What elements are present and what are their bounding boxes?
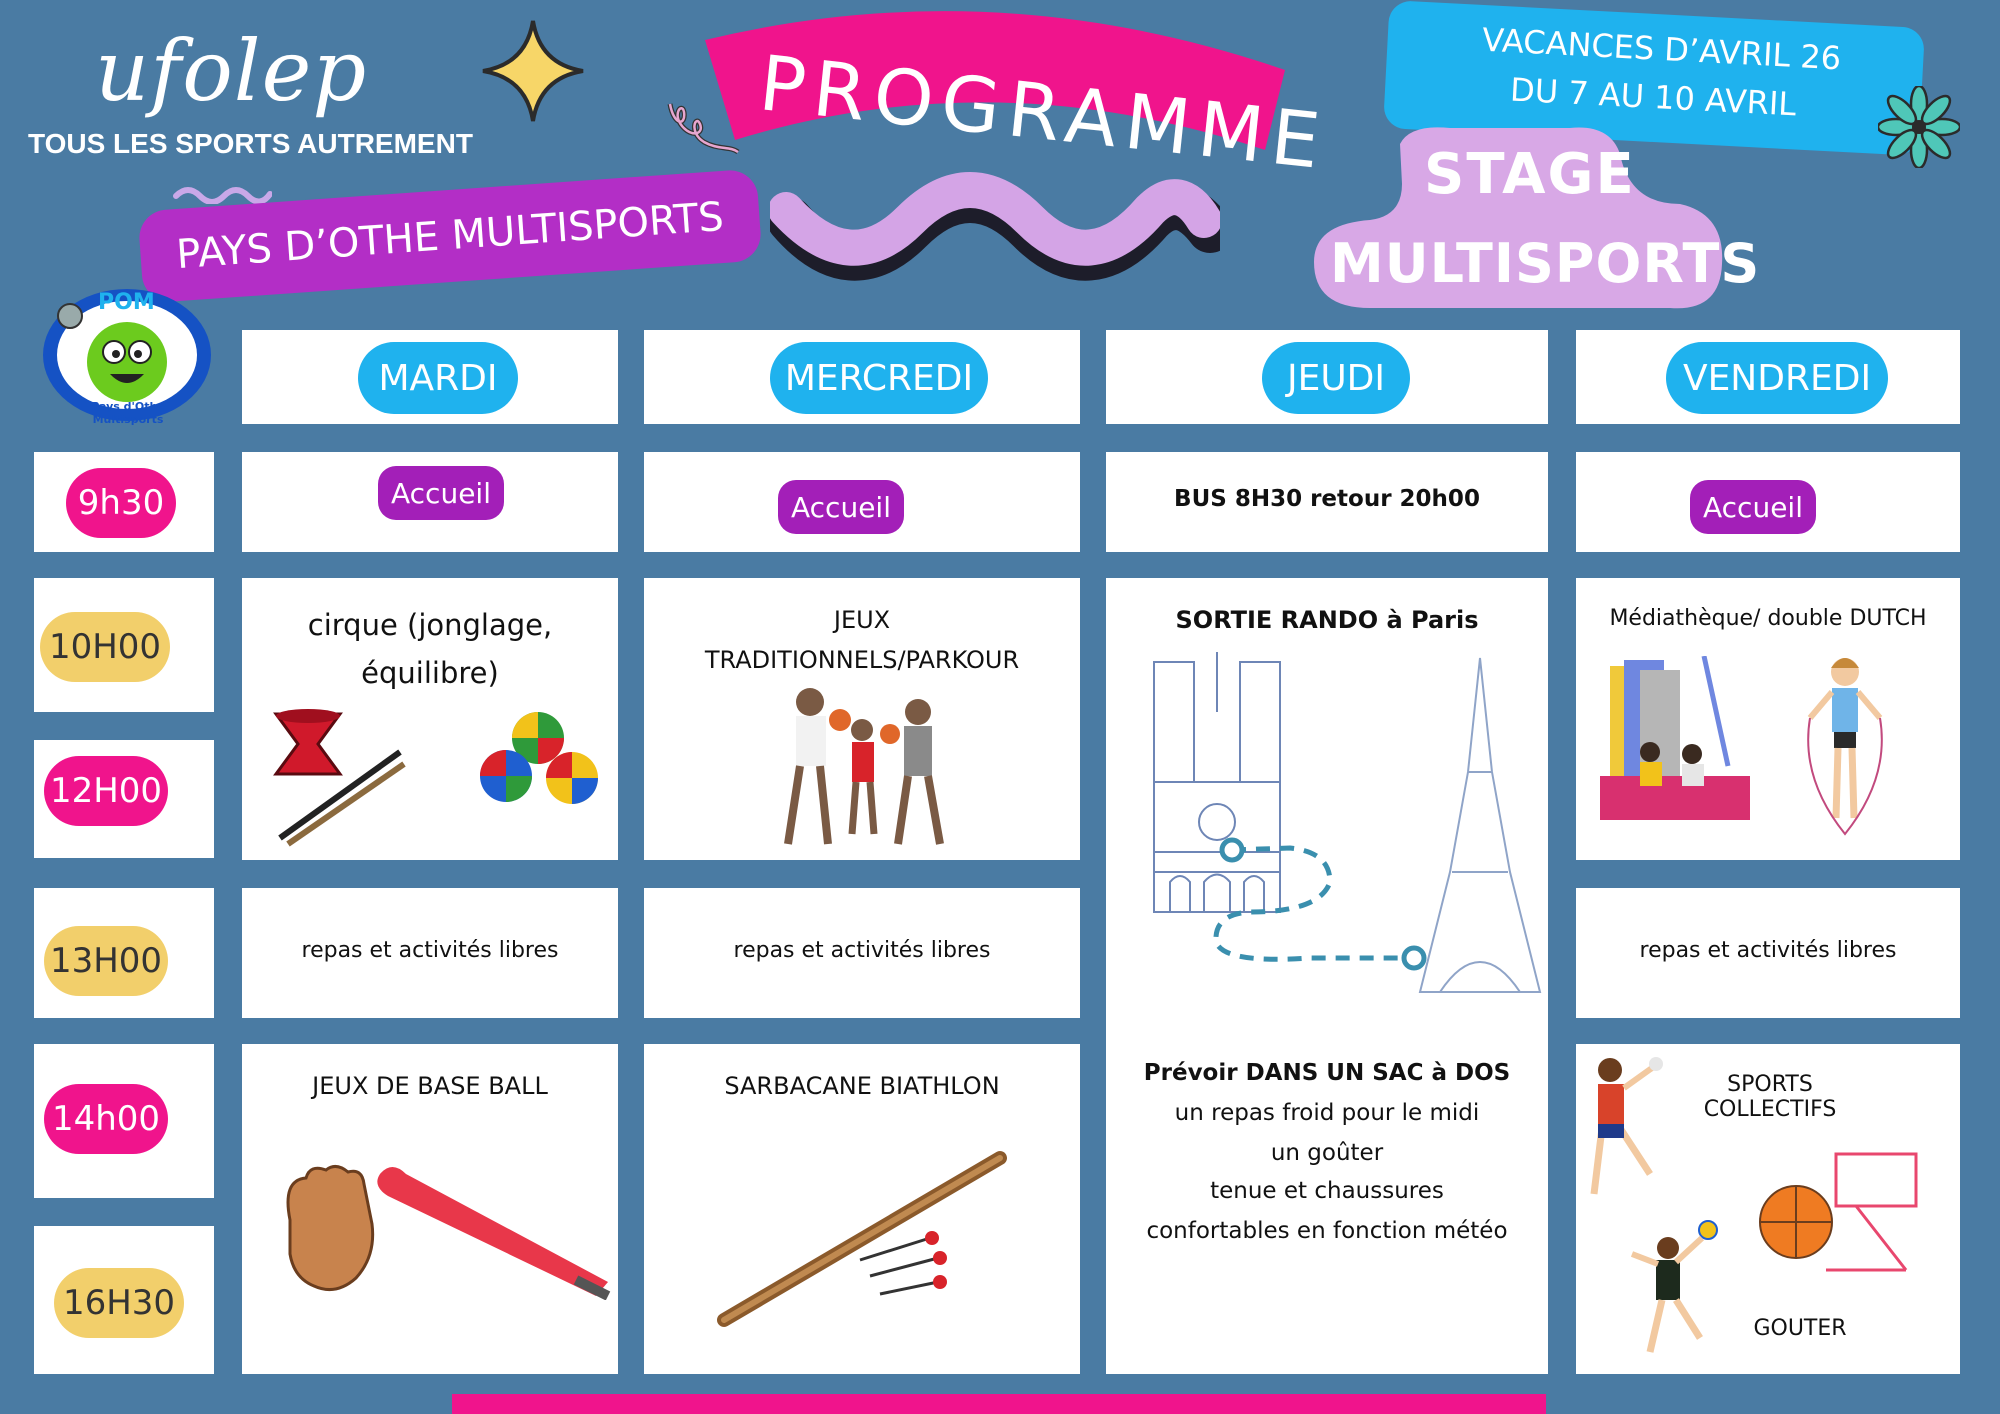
jump-rope-image [1800,648,1890,838]
sports-collectifs: SPORTS COLLECTIFS [1703,1072,1837,1122]
stage-line2: MULTISPORTS [1330,232,1761,295]
time-1300: 13H00 [44,926,168,996]
cirque-line2: équilibre) [361,656,499,690]
reading-books-image [1600,656,1750,826]
ufolep-logo-text: ufolep [95,22,368,120]
bus-info: BUS 8H30 retour 20h00 [1174,486,1480,512]
handball-player-image [1580,1054,1670,1214]
prevoir-line1: un repas froid pour le midi [1174,1100,1480,1126]
bottom-strip [452,1394,1546,1414]
sarbacane: SARBACANE BIATHLON [724,1072,1000,1100]
prevoir-line2: un goûter [1270,1140,1384,1166]
tagline: TOUS LES SPORTS AUTREMENT [28,128,473,159]
day-mardi: MARDI [358,342,518,414]
repas-vendredi: repas et activités libres [1639,938,1897,963]
juggling-balls-image [476,708,606,808]
pom-badge-bottom: Pays d'Othe Multisports [91,400,165,426]
kids-playing-image [770,684,960,854]
repas-mercredi: repas et activités libres [733,938,991,963]
time-1630: 16H30 [54,1268,184,1338]
blowgun-image [710,1150,1010,1330]
basketball-image [1756,1150,1926,1280]
volleyball-player-image [1610,1220,1720,1360]
repas-mardi: repas et activités libres [301,938,559,963]
day-mercredi: MERCREDI [770,342,988,414]
accueil-mercredi: Accueil [778,480,904,534]
star-icon [478,16,588,126]
pom-badge-top: POM [98,290,155,315]
jeux-line2: TRADITIONNELS/PARKOUR [704,646,1020,674]
jeux-line1: JEUX [833,606,891,634]
ufolep-logo [95,22,395,120]
programme-title: PROGRAMME [755,38,1332,187]
squiggle-icon [172,182,272,204]
base-ball: JEUX DE BASE BALL [312,1072,548,1100]
wave-decoration [770,170,1220,300]
mediatheque: Médiathèque/ double DUTCH [1609,606,1927,631]
time-1400: 14h00 [44,1084,168,1154]
day-vendredi: VENDREDI [1666,342,1888,414]
club-banner-text: PAYS D’OTHE MULTISPORTS [174,193,726,279]
accueil-mardi: Accueil [378,466,504,520]
time-1000: 10H00 [40,612,170,682]
sortie-rando: SORTIE RANDO à Paris [1175,606,1479,634]
day-jeudi: JEUDI [1262,342,1410,414]
accueil-vendredi: Accueil [1690,480,1816,534]
prevoir-line4: confortables en fonction météo [1146,1218,1508,1244]
time-1200: 12H00 [44,756,168,826]
paris-illustration [1150,652,1550,1032]
baseball-glove-bat-image [276,1160,616,1300]
time-930: 9h30 [66,468,176,538]
dates-line1: VACANCES D’AVRIL 26 [1481,20,1843,78]
stage-line1: STAGE [1424,142,1636,207]
diabolo-image [270,708,410,848]
flower-icon [1878,86,1960,168]
cirque-line1: cirque (jonglage, [307,608,553,642]
prevoir-title: Prévoir DANS UN SAC à DOS [1143,1060,1511,1086]
prevoir-line3: tenue et chaussures [1210,1178,1444,1204]
dates-line2: DU 7 AU 10 AVRIL [1509,70,1798,124]
gouter: GOUTER [1753,1316,1847,1341]
